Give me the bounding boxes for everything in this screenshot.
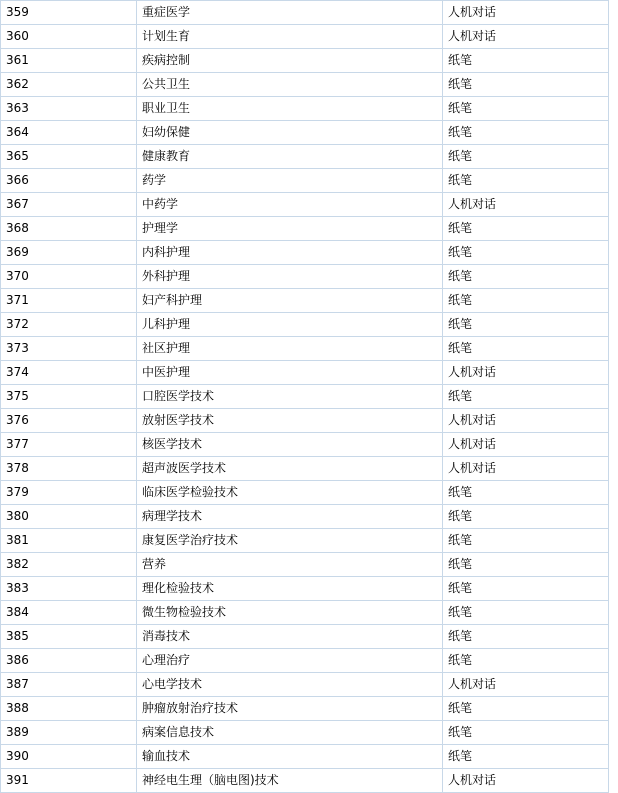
table-row [1, 337, 609, 361]
cell-id: 380 [1, 505, 137, 529]
cell-id: 382 [1, 553, 137, 577]
cell-id: 369 [1, 241, 137, 265]
table-row [1, 25, 609, 49]
cell-exam-mode: 纸笔 [443, 169, 609, 193]
table-row [1, 625, 609, 649]
table-row [1, 457, 609, 481]
cell-exam-mode: 纸笔 [443, 121, 609, 145]
cell-id: 389 [1, 721, 137, 745]
cell-subject-name: 公共卫生 [137, 73, 443, 97]
table-row [1, 649, 609, 673]
cell-id: 366 [1, 169, 137, 193]
cell-id: 360 [1, 25, 137, 49]
cell-subject-name: 妇幼保健 [137, 121, 443, 145]
cell-subject-name: 儿科护理 [137, 313, 443, 337]
cell-subject-name: 护理学 [137, 217, 443, 241]
cell-exam-mode: 纸笔 [443, 217, 609, 241]
cell-exam-mode: 人机对话 [443, 457, 609, 481]
subject-table-body [1, 1, 609, 793]
table-row [1, 289, 609, 313]
cell-subject-name: 放射医学技术 [137, 409, 443, 433]
cell-exam-mode: 纸笔 [443, 601, 609, 625]
cell-id: 387 [1, 673, 137, 697]
cell-id: 367 [1, 193, 137, 217]
cell-exam-mode: 纸笔 [443, 745, 609, 769]
table-row [1, 409, 609, 433]
cell-subject-name: 计划生育 [137, 25, 443, 49]
cell-subject-name: 妇产科护理 [137, 289, 443, 313]
cell-subject-name: 理化检验技术 [137, 577, 443, 601]
cell-exam-mode: 纸笔 [443, 625, 609, 649]
cell-exam-mode: 纸笔 [443, 289, 609, 313]
cell-id: 375 [1, 385, 137, 409]
cell-id: 359 [1, 1, 137, 25]
table-row [1, 217, 609, 241]
cell-exam-mode: 纸笔 [443, 337, 609, 361]
cell-subject-name: 心理治疗 [137, 649, 443, 673]
table-row [1, 1, 609, 25]
table-row [1, 529, 609, 553]
cell-subject-name: 社区护理 [137, 337, 443, 361]
cell-subject-name: 健康教育 [137, 145, 443, 169]
cell-id: 376 [1, 409, 137, 433]
cell-subject-name: 外科护理 [137, 265, 443, 289]
table-row [1, 121, 609, 145]
cell-exam-mode: 人机对话 [443, 25, 609, 49]
cell-subject-name: 营养 [137, 553, 443, 577]
cell-exam-mode: 纸笔 [443, 505, 609, 529]
table-row [1, 73, 609, 97]
cell-exam-mode: 纸笔 [443, 481, 609, 505]
cell-subject-name: 重症医学 [137, 1, 443, 25]
cell-subject-name: 中药学 [137, 193, 443, 217]
cell-exam-mode: 人机对话 [443, 673, 609, 697]
cell-subject-name: 康复医学治疗技术 [137, 529, 443, 553]
cell-id: 388 [1, 697, 137, 721]
cell-exam-mode: 纸笔 [443, 577, 609, 601]
cell-id: 373 [1, 337, 137, 361]
cell-id: 385 [1, 625, 137, 649]
cell-exam-mode: 纸笔 [443, 265, 609, 289]
table-row [1, 745, 609, 769]
cell-id: 378 [1, 457, 137, 481]
cell-subject-name: 超声波医学技术 [137, 457, 443, 481]
cell-exam-mode: 纸笔 [443, 385, 609, 409]
cell-subject-name: 疾病控制 [137, 49, 443, 73]
table-row [1, 385, 609, 409]
cell-id: 390 [1, 745, 137, 769]
cell-exam-mode: 纸笔 [443, 313, 609, 337]
cell-exam-mode: 纸笔 [443, 145, 609, 169]
cell-subject-name: 消毒技术 [137, 625, 443, 649]
cell-exam-mode: 纸笔 [443, 649, 609, 673]
cell-subject-name: 口腔医学技术 [137, 385, 443, 409]
table-row [1, 169, 609, 193]
cell-subject-name: 心电学技术 [137, 673, 443, 697]
table-row [1, 721, 609, 745]
cell-id: 370 [1, 265, 137, 289]
cell-id: 381 [1, 529, 137, 553]
cell-exam-mode: 纸笔 [443, 721, 609, 745]
cell-subject-name: 职业卫生 [137, 97, 443, 121]
cell-exam-mode: 人机对话 [443, 361, 609, 385]
cell-subject-name: 内科护理 [137, 241, 443, 265]
cell-id: 374 [1, 361, 137, 385]
cell-exam-mode: 人机对话 [443, 193, 609, 217]
cell-exam-mode: 人机对话 [443, 433, 609, 457]
cell-subject-name: 肿瘤放射治疗技术 [137, 697, 443, 721]
table-row [1, 313, 609, 337]
cell-id: 365 [1, 145, 137, 169]
table-row [1, 97, 609, 121]
table-row [1, 577, 609, 601]
cell-id: 371 [1, 289, 137, 313]
table-row [1, 481, 609, 505]
cell-subject-name: 临床医学检验技术 [137, 481, 443, 505]
cell-exam-mode: 人机对话 [443, 409, 609, 433]
cell-subject-name: 微生物检验技术 [137, 601, 443, 625]
cell-id: 379 [1, 481, 137, 505]
cell-id: 377 [1, 433, 137, 457]
cell-id: 383 [1, 577, 137, 601]
table-row [1, 193, 609, 217]
cell-subject-name: 中医护理 [137, 361, 443, 385]
cell-id: 361 [1, 49, 137, 73]
cell-id: 372 [1, 313, 137, 337]
table-row [1, 553, 609, 577]
cell-subject-name: 病案信息技术 [137, 721, 443, 745]
table-row [1, 769, 609, 793]
cell-exam-mode: 纸笔 [443, 553, 609, 577]
cell-exam-mode: 纸笔 [443, 529, 609, 553]
table-row [1, 433, 609, 457]
cell-exam-mode: 纸笔 [443, 697, 609, 721]
table-row [1, 697, 609, 721]
table-row [1, 673, 609, 697]
cell-id: 363 [1, 97, 137, 121]
cell-subject-name: 药学 [137, 169, 443, 193]
cell-exam-mode: 纸笔 [443, 241, 609, 265]
cell-id: 391 [1, 769, 137, 793]
cell-exam-mode: 人机对话 [443, 769, 609, 793]
table-row [1, 265, 609, 289]
cell-id: 368 [1, 217, 137, 241]
cell-id: 362 [1, 73, 137, 97]
cell-id: 364 [1, 121, 137, 145]
cell-exam-mode: 纸笔 [443, 73, 609, 97]
cell-subject-name: 核医学技术 [137, 433, 443, 457]
cell-id: 384 [1, 601, 137, 625]
table-row [1, 505, 609, 529]
cell-exam-mode: 纸笔 [443, 97, 609, 121]
table-row [1, 241, 609, 265]
cell-subject-name: 输血技术 [137, 745, 443, 769]
cell-exam-mode: 纸笔 [443, 49, 609, 73]
cell-id: 386 [1, 649, 137, 673]
table-row [1, 49, 609, 73]
cell-exam-mode: 人机对话 [443, 1, 609, 25]
table-row [1, 601, 609, 625]
cell-subject-name: 神经电生理（脑电图)技术 [137, 769, 443, 793]
cell-subject-name: 病理学技术 [137, 505, 443, 529]
table-row [1, 361, 609, 385]
table-row [1, 145, 609, 169]
